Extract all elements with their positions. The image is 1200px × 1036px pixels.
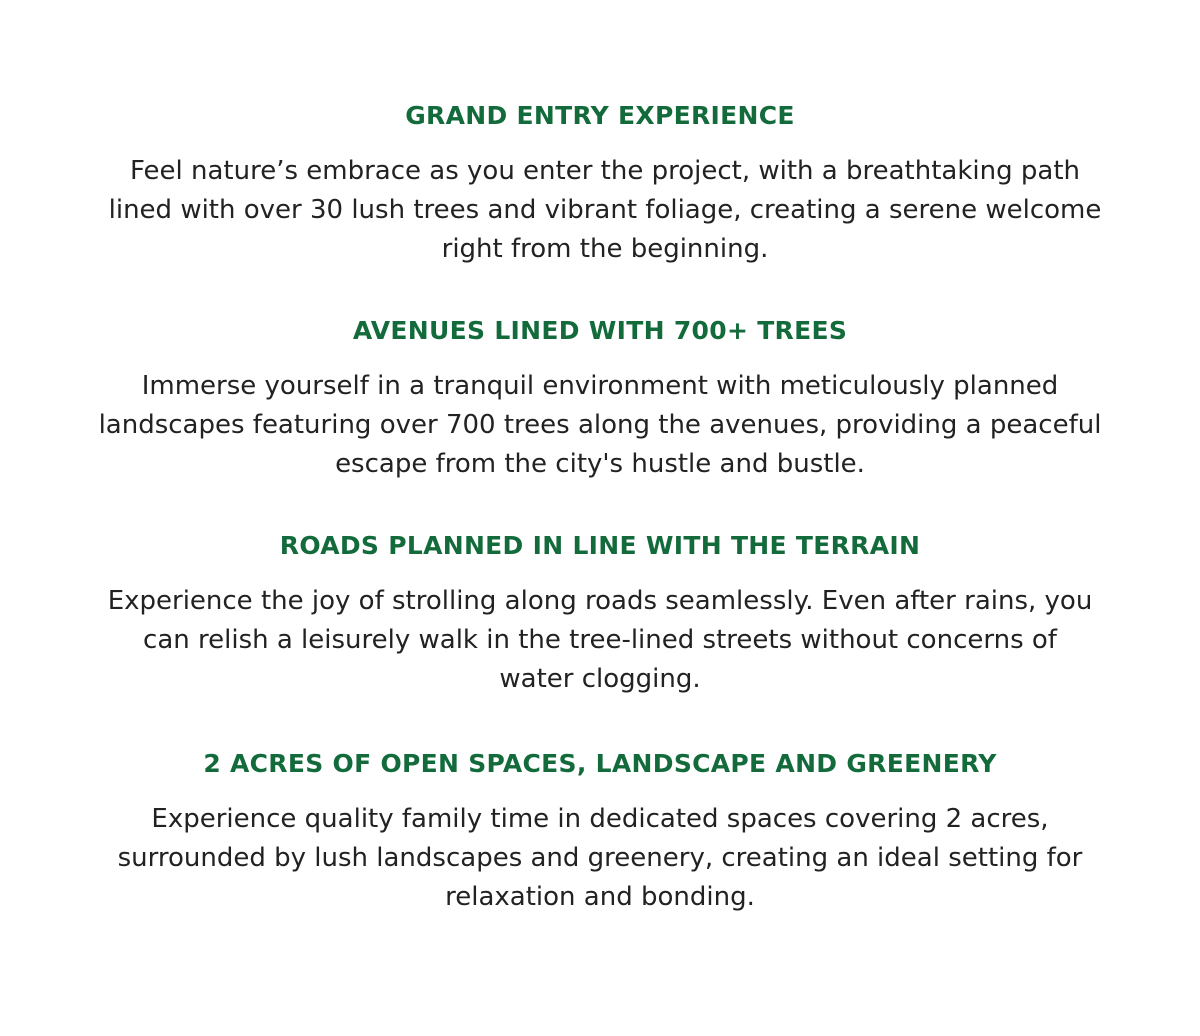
feature-roads	[50, 527, 1150, 699]
feature-open-spaces	[50, 745, 1150, 917]
feature-description: Experience quality family time in dedicated spaces covering 2 acres, surrounded by lush landscapes and greenery, creating an ideal setting for relaxation and bonding.	[117, 804, 1083, 912]
feature-title: AVENUES LINED WITH 700+ TREES	[352, 316, 848, 345]
feature-avenues	[50, 312, 1150, 484]
feature-grand-entry	[100, 97, 1100, 269]
feature-title: 2 ACRES OF OPEN SPACES, LANDSCAPE AND GREENERY	[203, 749, 997, 778]
feature-title: GRAND ENTRY EXPERIENCE	[405, 101, 795, 130]
feature-description: Feel nature’s embrace as you enter the project, with a breathtaking path lined with over 30 lush trees and vibrant foliage, creating a serene welcome right from the beginning.	[108, 156, 1102, 264]
feature-title: ROADS PLANNED IN LINE WITH THE TERRAIN	[279, 531, 921, 560]
feature-description: Immerse yourself in a tranquil environment with meticulously planned landscapes featuring over 700 trees along the avenues, providing a peaceful escape from the city's hustle and bustle.	[98, 371, 1102, 479]
feature-description: Experience the joy of strolling along roads seamlessly. Even after rains, you can relish a leisurely walk in the tree-lined streets without concerns of water clogging.	[107, 586, 1093, 694]
